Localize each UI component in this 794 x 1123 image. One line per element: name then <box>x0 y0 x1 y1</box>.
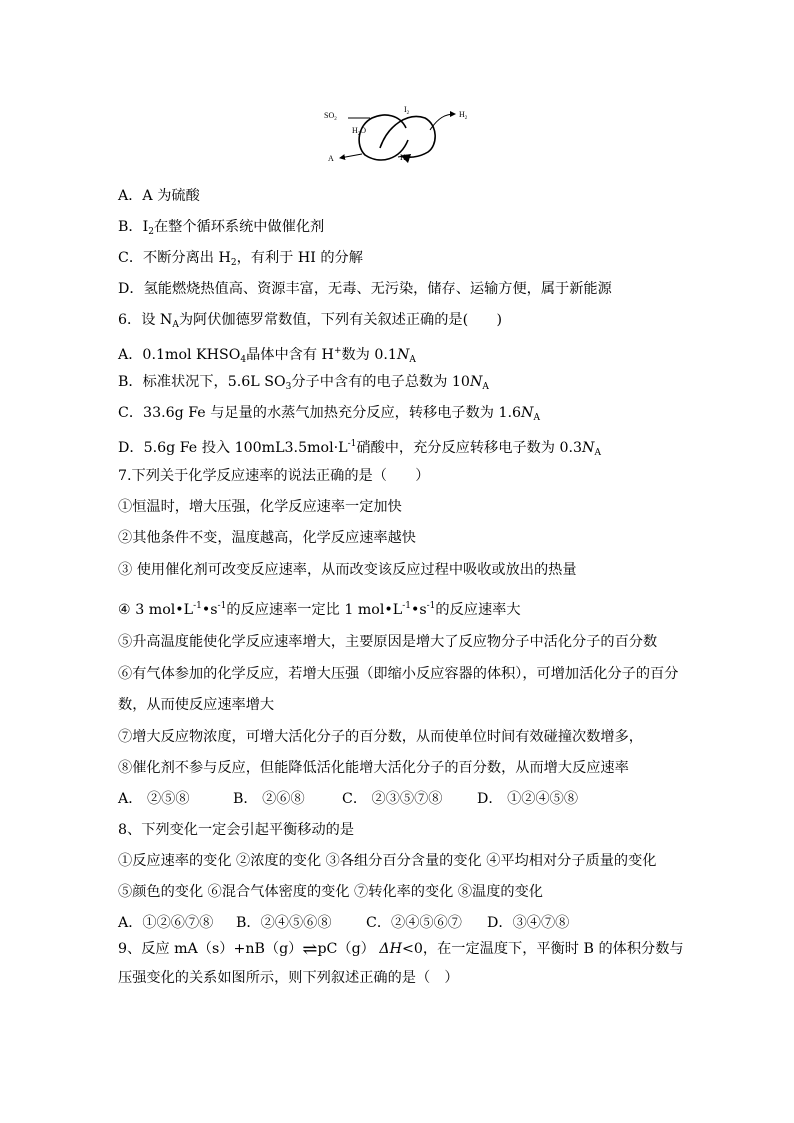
h2o-label: $H_2O$ <box>352 126 367 137</box>
q6-option-a: A．0.1mol $KHSO_4$晶体中含有 H+数为 $0.1N_A$ <box>118 346 416 365</box>
q8-items-2: ⑤颜色的变化 ⑥混合气体密度的变化 ⑦转化率的变化 ⑧温度的变化 <box>118 884 543 900</box>
q5-option-d: D．氢能燃烧热值高、资源丰富，无毒、无污染，储存、运输方便，属于新能源 <box>118 281 612 297</box>
q7-option-c: C． ②③⑤⑦⑧ <box>342 791 443 807</box>
q8-option-c: C．②④⑤⑥⑦ <box>366 915 462 931</box>
right-cycle-arc <box>380 117 435 158</box>
cycle-diagram <box>320 100 480 170</box>
q8-option-b: B．②④⑤⑥⑧ <box>236 915 332 931</box>
q8-options <box>118 913 569 933</box>
q7-option-d: D． ①②④⑤⑧ <box>477 791 579 807</box>
q7-stem: 7.下列关于化学反应速率的说法正确的是（ ） <box>118 468 430 484</box>
h2-label: $H_2$ <box>459 110 468 121</box>
q7-statement-5: ⑤升高温度能使化学反应速率增大，主要原因是增大了反应物分子中活化分子的百分数 <box>118 634 658 650</box>
q8-option-a: A．①②⑥⑦⑧ <box>118 915 214 931</box>
q7-statement-2: ②其他条件不变，温度越高，化学反应速率越快 <box>118 530 416 546</box>
q7-statement-7: ⑦增大反应物浓度，可增大活化分子的百分数，从而使单位时间有效碰撞次数增多， <box>118 729 643 745</box>
q6-option-c: C．33.6g Fe 与足量的水蒸气加热充分反应，转移电子数为 $1.6N_A$ <box>118 405 540 423</box>
hi-label: HI <box>400 153 409 162</box>
q6-stem: 6．设 $N_A$为阿伏伽德罗常数值，下列有关叙述正确的是( ) <box>118 312 503 330</box>
q5-option-a: A．A 为硫酸 <box>118 188 200 204</box>
q8-stem: 8、下列变化一定会引起平衡移动的是 <box>118 822 355 838</box>
a-arrow <box>340 154 362 158</box>
q6-option-b: B．标准状况下，5.6L $SO_3$分子中含有的电子总数为 $10N_A$ <box>118 374 489 392</box>
q7-option-b: B． ②⑥⑧ <box>233 791 305 807</box>
q8-option-d: D．③④⑦⑧ <box>487 915 570 931</box>
q7-options <box>118 789 578 809</box>
q7-statement-8: ⑧催化剂不参与反应，但能降低活化能增大活化分子的百分数，从而增大反应速率 <box>118 760 629 776</box>
q5-option-b: B．$I_2$在整个循环系统中做催化剂 <box>118 219 325 237</box>
q5-option-c: C．不断分离出 $H_2$，有利于 HI 的分解 <box>118 250 363 268</box>
i2-label: $I_2$ <box>404 105 410 116</box>
q9-stem-line1: 9、反应 mA（s）+nB（g）⇌pC（g） ΔH<0，在一定温度下，平衡时 B 的体积分数与 <box>118 939 684 960</box>
q7-statement-6b: 数，从而使反应速率增大 <box>118 697 275 713</box>
q7-statement-1: ①恒温时，增大压强，化学反应速率一定加快 <box>118 499 402 515</box>
q6-option-d: D．5.6g Fe 投入 $100mL3.5mol\cdot L^{-1}$硝酸中，充分反应转移电子数为 $0.3N_A$ <box>118 439 601 458</box>
a-label: A <box>328 154 334 163</box>
q7-statement-4: ④ 3 $mol•L^{-1}•s^{-1}$的反应速率一定比 1 $mol•L^{-1}•s^{-1}$的反应速率大 <box>118 601 521 618</box>
q7-statement-3: ③ 使用催化剂可改变反应速率，从而改变该反应过程中吸收或放出的热量 <box>118 562 577 578</box>
q7-option-a: A． ②⑤⑧ <box>118 791 190 807</box>
q9-stem-line2: 压强变化的关系如图所示，则下列叙述正确的是（ ） <box>118 970 459 986</box>
so2-label: $SO_2$ <box>324 111 337 122</box>
q7-statement-6a: ⑥有气体参加的化学反应，若增大压强（即缩小反应容器的体积），可增加活化分子的百分 <box>118 666 679 682</box>
q8-items-1: ①反应速率的变化 ②浓度的变化 ③各组分百分含量的变化 ④平均相对分子质量的变化 <box>118 853 657 869</box>
